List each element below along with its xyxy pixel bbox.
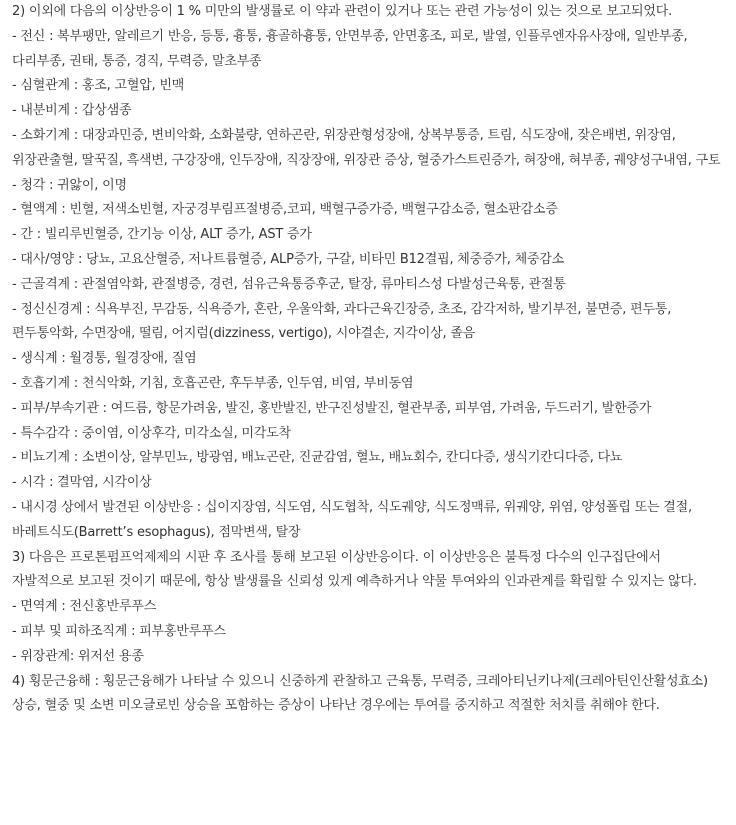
item-gastrointestinal: - 위장관계: 위저선 용종 xyxy=(12,648,144,664)
section-2-intro: 2) 이외에 다음의 이상반응이 1 % 미만의 발생률로 이 약과 관련이 있거나 또는 관련 가능성이 있는 것으로 보고되었다. xyxy=(12,4,673,19)
item-hearing: - 청각 : 귀앓이, 이명 xyxy=(12,177,127,193)
item-metabolism: - 대사/영양 : 당뇨, 고요산혈증, 저나트륨혈증, ALP증가, 구갈, 비타민 B12결핍, 체중증가, 체중감소 xyxy=(12,251,565,267)
item-respiratory: - 호흡기계 : 천식악화, 기침, 호흡곤란, 후두부종, 인두염, 비염, 부비동염 xyxy=(12,375,414,391)
item-skin-subcutaneous: - 피부 및 피하조직계 : 피부홍반루푸스 xyxy=(12,623,226,639)
item-neuropsychiatric: - 정신신경계 : 식욕부진, 무감동, 식욕증가, 혼란, 우울악화, 과다근육긴장증, 초조, 감각저하, 발기부전, 불면증, 편두통, 편두통악화, 수면장애, 떨림, 어지럼(dizziness, vertigo), 시야결손, 지각이상, 졸음 xyxy=(12,301,672,342)
item-endoscopy: - 내시경 상에서 발견된 이상반응 : 십이지장염, 식도염, 식도협착, 식도궤양, 식도정맥류, 위궤양, 위염, 양성폴립 또는 결절, 바레트식도(Barrett’s esophagus), 점막변색, 탈장 xyxy=(12,499,692,540)
item-blood: - 혈액계 : 빈혈, 저색소빈혈, 자궁경부림프절병증,코피, 백혈구증가증, 백혈구감소증, 혈소판감소증 xyxy=(12,202,558,218)
item-general: - 전신 : 복부팽만, 알레르기 반응, 등통, 흉통, 흉골하흉통, 안면부종, 안면홍조, 피로, 발열, 인플루엔자유사장애, 일반부종, 다리부종, 권태, 통증, 경직, 무력증, 말초부종 xyxy=(12,28,688,69)
item-urinary: - 비뇨기계 : 소변이상, 알부민뇨, 방광염, 배뇨곤란, 진균감염, 혈뇨, 배뇨회수, 칸디다증, 생식기칸디다증, 다뇨 xyxy=(12,450,623,466)
item-immune: - 면역계 : 전신홍반루푸스 xyxy=(12,599,157,615)
item-skin: - 피부/부속기관 : 여드름, 항문가려움, 발진, 홍반발진, 반구진성발진, 혈관부종, 피부염, 가려움, 두드러기, 발한증가 xyxy=(12,400,652,416)
item-reproductive: - 생식계 : 월경통, 월경장애, 질염 xyxy=(12,351,197,367)
item-vision: - 시각 : 결막염, 시각이상 xyxy=(12,475,152,491)
item-endocrine: - 내분비계 : 갑상샘종 xyxy=(12,103,132,119)
section-4-rhabdomyolysis: 4) 횡문근융해 : 횡문근융해가 나타날 수 있으니 신중하게 관찰하고 근육통, 무력증, 크레아티닌키나제(크레아틴인산활성효소) 상승, 혈중 및 소변 미오글로빈 상승을 포함하는 증상이 나타난 경우에는 투여를 중지하고 적절한 처치를 취해야 한다. xyxy=(12,673,708,714)
item-musculoskeletal: - 근골격계 : 관절염악화, 관절병증, 경련, 섬유근육통증후군, 탈장, 류마티스성 다발성근육통, 관절통 xyxy=(12,276,566,292)
item-cardiovascular: - 심혈관계 : 홍조, 고혈압, 빈맥 xyxy=(12,78,185,94)
item-digestive: - 소화기계 : 대장과민증, 변비악화, 소화불량, 연하곤란, 위장관형성장애, 상복부통증, 트림, 식도장애, 잦은배변, 위장염, 위장관출혈, 딸꾹질, 흑색변, 구강장애, 인두장애, 직장장애, 위장관 증상, 혈중가스트린증가, 혀장애, 혀부종, 궤양성구내염, 구토 xyxy=(12,127,721,168)
item-special-senses: - 특수감각 : 중이염, 이상후각, 미각소실, 미각도착 xyxy=(12,425,291,441)
section-3-intro: 3) 다음은 프로톤펌프억제제의 시판 후 조사를 통해 보고된 이상반응이다. 이 이상반응은 불특정 다수의 인구집단에서 자발적으로 보고된 것이기 때문에, 항상 발생률을 신뢰성 있게 예측하거나 약물 투여와의 인과관계를 확립할 수 있지는 않다. xyxy=(12,549,697,590)
item-liver: - 간 : 빌리루빈혈증, 간기능 이상, ALT 증가, AST 증가 xyxy=(12,227,312,243)
